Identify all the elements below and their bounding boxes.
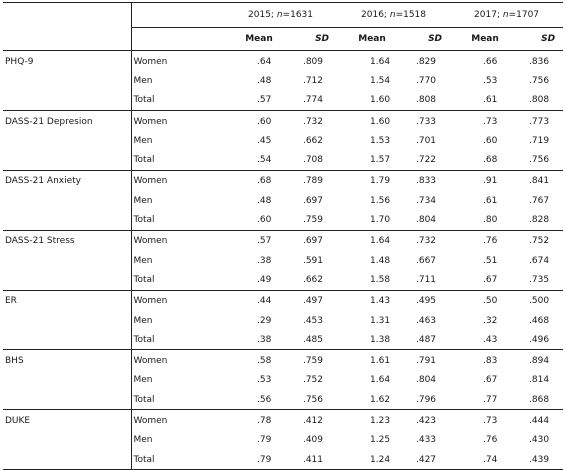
group-label: Women — [133, 296, 168, 307]
table-row — [3, 270, 563, 290]
n-value: =1518 — [395, 10, 427, 20]
mean-value: 1.61 — [370, 356, 391, 367]
year-label: 2017; — [474, 10, 500, 20]
mean-value: .73 — [483, 116, 498, 127]
table-row — [3, 371, 563, 390]
sd-value: .833 — [415, 176, 437, 187]
group-label: Men — [133, 315, 153, 326]
sd-value: .759 — [302, 356, 324, 367]
variable-blank — [3, 131, 131, 150]
sd-value: .711 — [401, 270, 450, 290]
mean-value: .68 — [450, 150, 514, 170]
mean-value: .43 — [450, 330, 514, 350]
mean-value: .80 — [450, 210, 514, 230]
mean-value: 1.58 — [337, 270, 401, 290]
mean-value: 1.43 — [370, 296, 391, 307]
sd-value: .804 — [415, 375, 437, 386]
mean-value: .68 — [257, 176, 272, 187]
sd-value: .770 — [415, 75, 437, 86]
mean-value: .45 — [257, 135, 272, 146]
table-row — [3, 330, 563, 350]
table-row — [3, 110, 563, 131]
year-label: 2016; — [361, 10, 387, 20]
table-body — [3, 51, 563, 470]
mean-value: .60 — [224, 210, 288, 230]
mean-value: 1.56 — [370, 195, 391, 206]
n-prefix: n — [276, 10, 283, 20]
sd-value: .789 — [302, 176, 324, 187]
n-prefix: n — [502, 10, 509, 20]
mean-value: .78 — [257, 415, 272, 426]
table-row — [3, 431, 563, 450]
sd-value: .791 — [415, 356, 437, 367]
sd-value: .468 — [529, 315, 550, 326]
mean-value: .54 — [224, 150, 288, 170]
sd-value: .712 — [302, 75, 324, 86]
table-header — [3, 3, 563, 51]
sd-value: .662 — [302, 135, 324, 146]
group-label: Women — [133, 116, 168, 127]
variable-name: ER — [3, 290, 131, 311]
mean-value: 1.57 — [337, 150, 401, 170]
group-label: Women — [133, 236, 168, 247]
mean-value: 1.23 — [370, 415, 391, 426]
mean-value: .29 — [257, 315, 272, 326]
group-label: Women — [133, 56, 168, 67]
mean-value: 1.64 — [370, 56, 391, 67]
variable-name: BHS — [3, 350, 131, 371]
mean-value: .49 — [224, 270, 288, 290]
sd-value: .733 — [415, 116, 437, 127]
year-header-2017 — [450, 3, 563, 28]
mean-value: .79 — [224, 450, 288, 470]
mean-value: .67 — [483, 375, 498, 386]
sd-value: .719 — [529, 135, 550, 146]
sd-value: .427 — [401, 450, 450, 470]
table-row — [3, 450, 563, 470]
mean-value: .76 — [483, 236, 498, 247]
group-label: Women — [133, 176, 168, 187]
mean-header: Mean — [450, 28, 514, 51]
sd-value: .674 — [529, 255, 550, 266]
group-label: Total — [131, 91, 224, 111]
sd-value: .411 — [288, 450, 337, 470]
mean-value: 1.48 — [370, 255, 391, 266]
sd-value: .463 — [415, 315, 437, 326]
variable-blank — [3, 191, 131, 210]
variable-blank — [3, 390, 131, 410]
sd-value: .495 — [415, 296, 437, 307]
sd-value: .773 — [529, 116, 550, 127]
group-label: Men — [133, 375, 153, 386]
sd-value: .759 — [288, 210, 337, 230]
sd-value: .439 — [514, 450, 563, 470]
group-label: Women — [133, 415, 168, 426]
group-label: Women — [133, 356, 168, 367]
variable-blank — [3, 210, 131, 230]
mean-value: 1.38 — [337, 330, 401, 350]
sd-header: SD — [401, 28, 450, 51]
variable-name: PHQ-9 — [3, 51, 131, 72]
sd-value: .708 — [288, 150, 337, 170]
mean-value: .60 — [483, 135, 498, 146]
subheader-blank-variable — [3, 28, 131, 51]
mean-value: 1.60 — [337, 91, 401, 111]
mean-value: .57 — [224, 91, 288, 111]
mean-value: 1.53 — [370, 135, 391, 146]
sd-value: .796 — [401, 390, 450, 410]
stat-header-row — [3, 28, 563, 51]
mean-value: .61 — [483, 195, 498, 206]
table-row — [3, 251, 563, 270]
variable-blank — [3, 431, 131, 450]
mean-value: .44 — [257, 296, 272, 307]
variable-blank — [3, 251, 131, 270]
mean-value: .67 — [450, 270, 514, 290]
sd-value: .732 — [415, 236, 437, 247]
group-label: Total — [131, 210, 224, 230]
sd-value: .444 — [529, 415, 550, 426]
sd-value: .841 — [529, 176, 550, 187]
table-row — [3, 131, 563, 150]
table-row — [3, 410, 563, 431]
sd-value: .667 — [415, 255, 437, 266]
variable-blank — [3, 450, 131, 470]
mean-value: .57 — [257, 236, 272, 247]
sd-value: .756 — [529, 75, 550, 86]
mean-value: .51 — [483, 255, 498, 266]
mean-value: .66 — [483, 56, 498, 67]
sd-header: SD — [514, 28, 563, 51]
sd-value: .767 — [529, 195, 550, 206]
group-label: Total — [131, 450, 224, 470]
subheader-blank-group — [131, 28, 224, 51]
sd-value: .814 — [529, 375, 550, 386]
sd-value: .591 — [302, 255, 324, 266]
variable-blank — [3, 71, 131, 90]
mean-value: .91 — [483, 176, 498, 187]
group-label: Total — [131, 150, 224, 170]
table-row — [3, 350, 563, 371]
mean-value: .53 — [257, 375, 272, 386]
mean-value: .58 — [257, 356, 272, 367]
mean-value: 1.24 — [337, 450, 401, 470]
mean-value: 1.64 — [370, 236, 391, 247]
table-row — [3, 390, 563, 410]
group-label: Total — [131, 330, 224, 350]
sd-value: .752 — [302, 375, 324, 386]
mean-value: .61 — [450, 91, 514, 111]
year-label: 2015; — [248, 10, 274, 20]
year-header-2015 — [224, 3, 337, 28]
mean-value: .38 — [257, 255, 272, 266]
sd-value: .409 — [302, 435, 324, 446]
mean-value: .48 — [257, 195, 272, 206]
group-label: Men — [133, 435, 153, 446]
mean-value: 1.60 — [370, 116, 391, 127]
variable-name: DASS-21 Depresion — [3, 110, 131, 131]
mean-value: .73 — [483, 415, 498, 426]
table-row — [3, 230, 563, 251]
n-value: =1707 — [508, 10, 540, 20]
group-label: Men — [133, 135, 153, 146]
table-row — [3, 150, 563, 170]
mean-value: .77 — [450, 390, 514, 410]
group-label: Men — [133, 195, 153, 206]
mean-value: 1.54 — [370, 75, 391, 86]
n-value: =1631 — [282, 10, 313, 20]
sd-value: .701 — [415, 135, 437, 146]
sd-value: .487 — [401, 330, 450, 350]
sd-value: .735 — [514, 270, 563, 290]
mean-value: 1.79 — [370, 176, 391, 187]
sd-value: .734 — [415, 195, 437, 206]
descriptives-table — [3, 2, 563, 470]
mean-value: 1.70 — [337, 210, 401, 230]
header-blank-group — [131, 3, 224, 28]
table-row — [3, 311, 563, 330]
table-row — [3, 191, 563, 210]
variable-blank — [3, 330, 131, 350]
group-label: Men — [133, 75, 153, 86]
mean-value: .60 — [257, 116, 272, 127]
sd-value: .500 — [529, 296, 550, 307]
sd-value: .412 — [302, 415, 324, 426]
variable-name: DASS-21 Anxiety — [3, 170, 131, 191]
group-label: Men — [133, 255, 153, 266]
sd-value: .485 — [288, 330, 337, 350]
sd-value: .868 — [514, 390, 563, 410]
sd-value: .829 — [415, 56, 437, 67]
sd-value: .732 — [302, 116, 324, 127]
sd-value: .808 — [514, 91, 563, 111]
sd-value: .804 — [401, 210, 450, 230]
sd-value: .423 — [415, 415, 437, 426]
mean-value: .76 — [483, 435, 498, 446]
sd-value: .430 — [529, 435, 550, 446]
mean-value: .32 — [483, 315, 498, 326]
table-row — [3, 51, 563, 72]
mean-value: .83 — [483, 356, 498, 367]
table-row — [3, 71, 563, 90]
sd-value: .809 — [302, 56, 324, 67]
mean-value: 1.64 — [370, 375, 391, 386]
year-header-row — [3, 3, 563, 28]
variable-name: DASS-21 Stress — [3, 230, 131, 251]
mean-value: .74 — [450, 450, 514, 470]
sd-value: .697 — [302, 195, 324, 206]
table-row — [3, 210, 563, 230]
variable-blank — [3, 150, 131, 170]
sd-value: .836 — [529, 56, 550, 67]
sd-value: .662 — [288, 270, 337, 290]
table-row — [3, 170, 563, 191]
sd-value: .697 — [302, 236, 324, 247]
sd-value: .756 — [514, 150, 563, 170]
mean-value: .48 — [257, 75, 272, 86]
mean-value: 1.25 — [370, 435, 391, 446]
variable-blank — [3, 311, 131, 330]
sd-value: .894 — [529, 356, 550, 367]
mean-value: .56 — [224, 390, 288, 410]
sd-value: .453 — [302, 315, 324, 326]
mean-value: .50 — [483, 296, 498, 307]
sd-value: .722 — [401, 150, 450, 170]
variable-blank — [3, 91, 131, 111]
group-label: Total — [131, 270, 224, 290]
n-prefix: n — [389, 10, 396, 20]
sd-value: .496 — [514, 330, 563, 350]
mean-value: .64 — [257, 56, 272, 67]
mean-value: 1.62 — [337, 390, 401, 410]
sd-value: .752 — [529, 236, 550, 247]
mean-header: Mean — [337, 28, 401, 51]
sd-value: .433 — [415, 435, 437, 446]
year-header-2016 — [337, 3, 450, 28]
table-row — [3, 290, 563, 311]
sd-header: SD — [288, 28, 337, 51]
sd-value: .497 — [302, 296, 324, 307]
mean-value: 1.31 — [370, 315, 391, 326]
sd-value: .756 — [288, 390, 337, 410]
mean-header: Mean — [224, 28, 288, 51]
header-blank-variable — [3, 3, 131, 28]
mean-value: .79 — [257, 435, 272, 446]
sd-value: .808 — [401, 91, 450, 111]
variable-blank — [3, 371, 131, 390]
sd-value: .774 — [288, 91, 337, 111]
table-row — [3, 91, 563, 111]
variable-name: DUKE — [3, 410, 131, 431]
mean-value: .53 — [483, 75, 498, 86]
variable-blank — [3, 270, 131, 290]
group-label: Total — [131, 390, 224, 410]
mean-value: .38 — [224, 330, 288, 350]
sd-value: .828 — [514, 210, 563, 230]
